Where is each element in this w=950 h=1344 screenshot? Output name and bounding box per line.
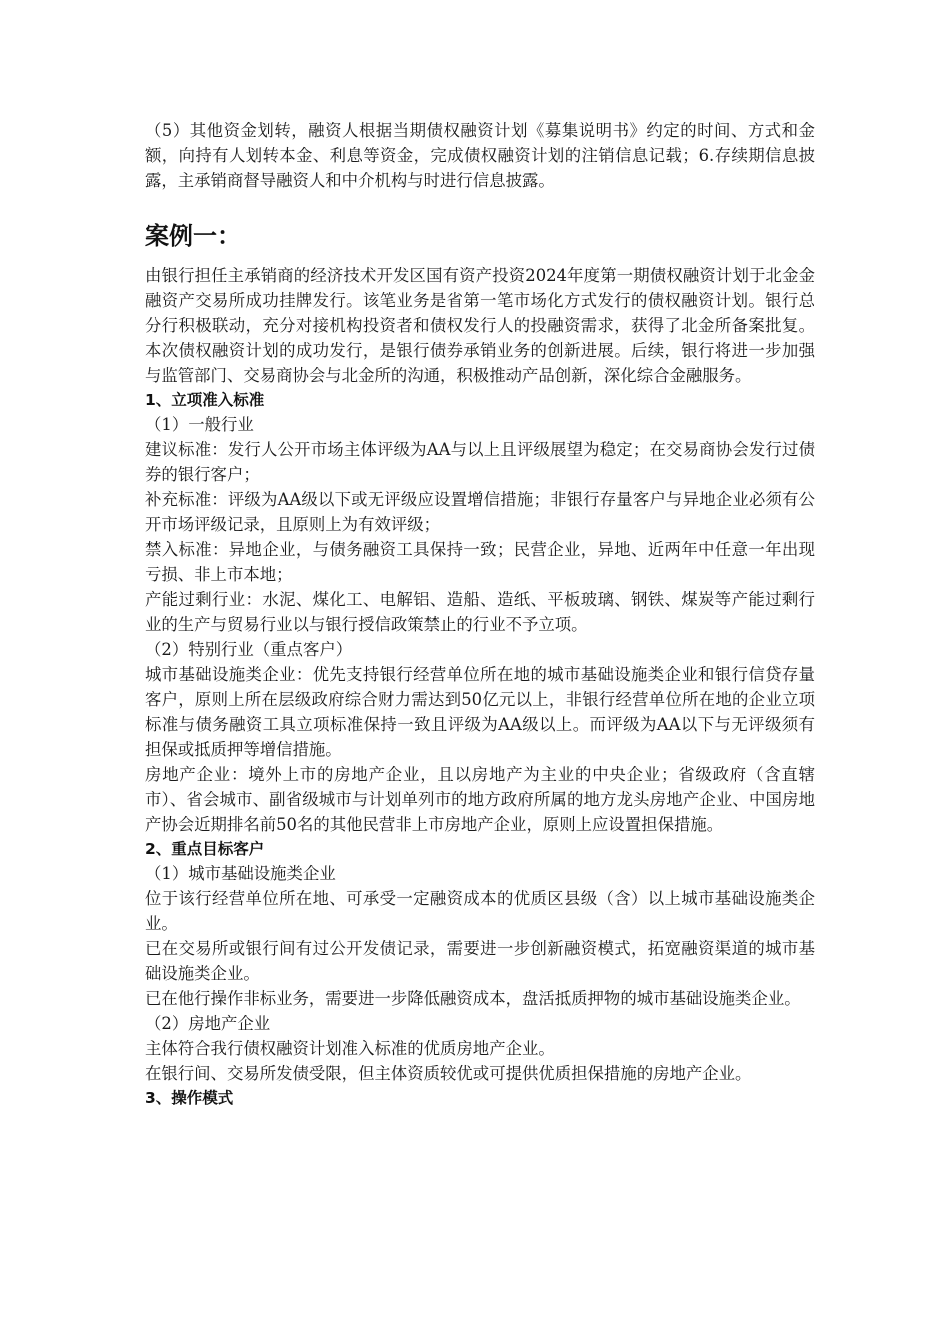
section-2-paragraph-5: 在银行间、交易所发债受限，但主体资质较优或可提供优质担保措施的房地产企业。 [145,1064,752,1083]
section-1-title: 1、立项准入标准 [145,391,265,409]
section-1-paragraph-6: 房地产企业：境外上市的房地产企业，且以房地产为主业的中央企业；省级政府（含直辖市）、省会城市、副省级城市与计划单列市的地方政府所属的地方龙头房地产企业、中国房地产协会近期排名前50名的其他民营非上市房地产企业，原则上应设置担保措施。 [145,765,815,834]
section-1-paragraph-1: 建议标准：发行人公开市场主体评级为AA与以上且评级展望为稳定；在交易商协会发行过债券的银行客户； [145,440,815,484]
section-2-subheading-2: （2）房地产企业 [145,1014,271,1033]
case-paragraph: 由银行担任主承销商的经济技术开发区国有资产投资2024年度第一期债权融资计划于北金金融资产交易所成功挂牌发行。该笔业务是省第一笔市场化方式发行的债权融资计划。银行总分行积极联动，充分对接机构投资者和债权发行人的投融资需求，获得了北金所备案批复。本次债权融资计划的成功发行，是银行债券承销业务的创新进展。后续，银行将进一步加强与监管部门、交易商协会与北金所的沟通，积极推动产品创新，深化综合金融服务。 [145,266,815,385]
section-2-paragraph-4: 主体符合我行债权融资计划准入标准的优质房地产企业。 [145,1039,555,1058]
section-1-subheading-2: （2）特别行业（重点客户） [145,640,353,659]
section-3-title: 3、操作模式 [145,1089,234,1107]
section-2-paragraph-2: 已在交易所或银行间有过公开发债记录，需要进一步创新融资模式，拓宽融资渠道的城市基础设施类企业。 [145,939,815,983]
section-1-paragraph-4: 产能过剩行业：水泥、煤化工、电解铝、造船、造纸、平板玻璃、钢铁、煤炭等产能过剩行业的生产与贸易行业以与银行授信政策禁止的行业不予立项。 [145,590,815,634]
section-1-paragraph-3: 禁入标准：异地企业，与债务融资工具保持一致；民营企业，异地、近两年中任意一年出现亏损、非上市本地； [145,540,815,584]
intro-paragraph: （5）其他资金划转，融资人根据当期债权融资计划《募集说明书》约定的时间、方式和金额，向持有人划转本金、利息等资金，完成债权融资计划的注销信息记载；6.存续期信息披露，主承销商督导融资人和中介机构与时进行信息披露。 [145,121,815,190]
section-2-title: 2、重点目标客户 [145,840,265,858]
section-1-paragraph-5: 城市基础设施类企业：优先支持银行经营单位所在地的城市基础设施类企业和银行信贷存量客户，原则上所在层级政府综合财力需达到50亿元以上，非银行经营单位所在地的企业立项标准与债务融资工具立项标准保持一致且评级为AA级以上。而评级为AA以下与无评级须有担保或抵质押等增信措施。 [145,665,815,759]
case-title: 案例一： [145,222,241,250]
section-2-paragraph-3: 已在他行操作非标业务，需要进一步降低融资成本，盘活抵质押物的城市基础设施类企业。 [145,989,801,1008]
section-2-paragraph-1: 位于该行经营单位所在地、可承受一定融资成本的优质区县级（含）以上城市基础设施类企业。 [145,889,815,933]
section-2-subheading-1: （1）城市基础设施类企业 [145,864,336,883]
section-1-paragraph-2: 补充标准：评级为AA级以下或无评级应设置增信措施；非银行存量客户与异地企业必须有公开市场评级记录，且原则上为有效评级； [145,490,815,534]
section-1-subheading-1: （1）一般行业 [145,415,254,434]
document-page [145,118,815,1110]
